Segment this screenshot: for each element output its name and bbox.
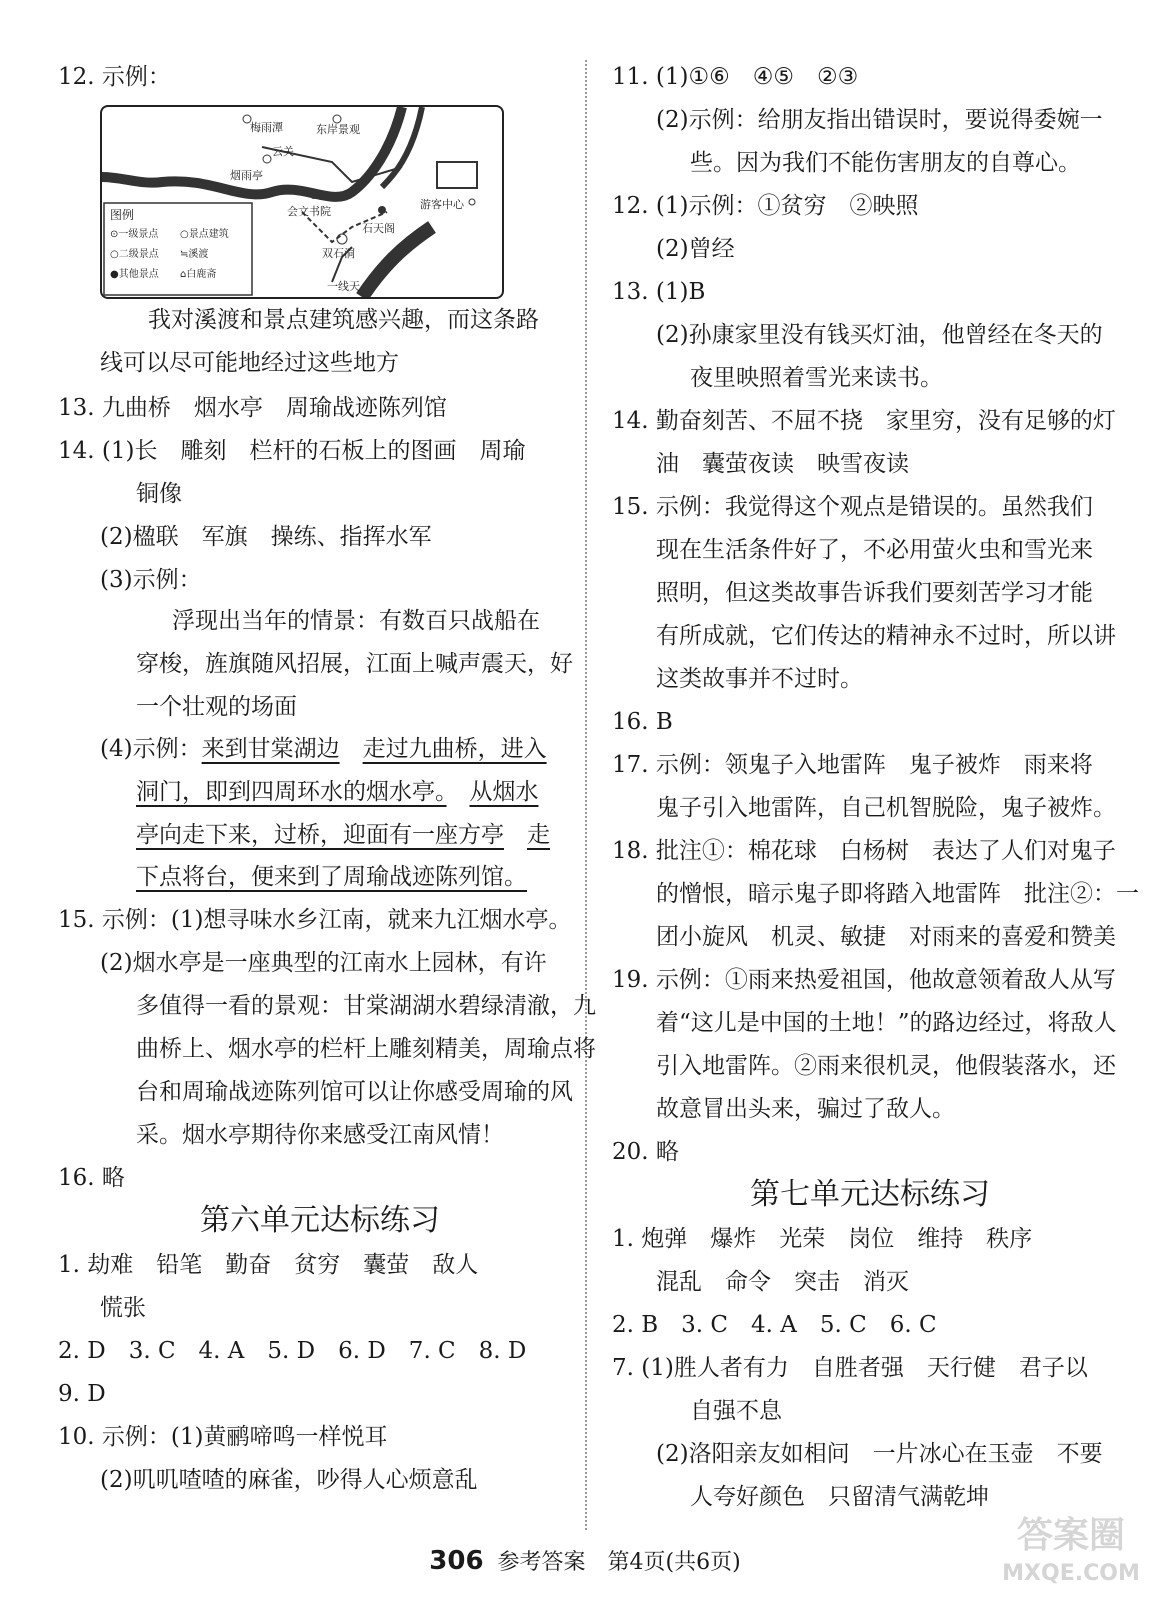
- underlined-answer: 来到甘棠湖边: [201, 736, 340, 762]
- river-lower: [362, 227, 432, 297]
- item-14-right: 14. 勤奋刻苦、不屈不挠 家里穷，没有足够的灯: [612, 408, 1116, 434]
- item-15-left: 15. 示例：(1)想寻味水乡江南，就来九江烟水亭。: [58, 907, 572, 933]
- answer-line: 线可以尽可能地经过这些地方: [100, 350, 399, 376]
- answer-line: 夜里映照着雪光来读书。: [690, 365, 943, 391]
- item-2-6-unit-7: 2. B 3. C 4. A 5. C 6. C: [612, 1312, 937, 1338]
- underlined-answer: 走过九曲桥，进入: [362, 736, 547, 762]
- answer-line: 着“这儿是中国的土地！”的路边经过，将敌人: [656, 1010, 1117, 1036]
- legend-entry-label: 白鹿斋: [186, 269, 217, 280]
- answer-line: (3)示例：: [100, 567, 202, 593]
- item-1-unit-7: 1. 炮弹 爆炸 光荣 岗位 维持 秩序: [612, 1226, 1033, 1252]
- legend-entry-label: 其他景点: [118, 269, 159, 280]
- item-13-left: 13. 九曲桥 烟水亭 周瑜战迹陈列馆: [58, 395, 447, 421]
- answer-line: (2)楹联 军旗 操练、指挥水军: [100, 524, 432, 550]
- item-16-left: 16. 略: [58, 1165, 125, 1191]
- item-16-right: 16. B: [612, 709, 673, 735]
- answer-line: [100, 734, 547, 764]
- answer-line: 台和周瑜战迹陈列馆可以让你感受周瑜的风: [136, 1079, 573, 1105]
- map-label: 石天阁: [362, 222, 395, 235]
- item-12-left: 12. 示例：: [58, 64, 171, 90]
- answer-line: 照明，但这类故事告诉我们要刻苦学习才能: [656, 580, 1093, 606]
- answer-line: 引入地雷阵。②雨来很机灵，他假装落水，还: [656, 1053, 1116, 1079]
- place-marker: [378, 206, 386, 214]
- answer-line: 团小旋风 机灵、敏捷 对雨来的喜爱和赞美: [656, 924, 1116, 950]
- answer-line: 我对溪渡和景点建筑感兴趣，而这条路: [148, 307, 539, 333]
- map-label: 双石洞: [322, 247, 355, 260]
- item-18-right: 18. 批注①：棉花球 白杨树 表达了人们对鬼子: [612, 838, 1116, 864]
- answer-line: (2)曾经: [656, 236, 735, 262]
- answer-line: 些。因为我们不能伤害朋友的自尊心。: [690, 150, 1081, 176]
- answer-line: (2)示例：给朋友指出错误时，要说得委婉一: [656, 107, 1103, 133]
- route-map-drawing: [102, 107, 502, 297]
- answer-line: 现在生活条件好了，不必用萤火虫和雪光来: [656, 537, 1093, 563]
- item-1-unit-6: 1. 劫难 铅笔 勤奋 贫穷 囊萤 敌人: [58, 1252, 479, 1278]
- answer-line: 穿梭，旌旗随风招展，江面上喊声震天，好: [136, 651, 573, 677]
- underlined-answer: 走: [527, 822, 550, 848]
- watermark: [986, 1502, 1156, 1592]
- answer-line: 人夸好颜色 只留清气满乾坤: [690, 1484, 989, 1510]
- answer-line: [136, 862, 527, 892]
- answer-line: (2)洛阳亲友如相问 一片冰心在玉壶 不要: [656, 1441, 1103, 1467]
- legend-entry: ⊙一级景点: [110, 229, 159, 240]
- place-marker: [333, 115, 341, 123]
- place-marker: [263, 155, 271, 163]
- answer-line: 采。烟水亭期待你来感受江南风情！: [136, 1122, 504, 1148]
- answer-line: 浮现出当年的情景：有数百只战船在: [172, 608, 540, 634]
- item-14-left: 14. (1)长 雕刻 栏杆的石板上的图画 周瑜: [58, 438, 526, 464]
- place-marker: [469, 199, 475, 205]
- map-label: 梅雨潭: [250, 121, 283, 134]
- map-label: 一线天: [327, 280, 360, 293]
- answer-line: 有所成就，它们传达的精神永不过时，所以讲: [656, 623, 1116, 649]
- legend-entry-label: 一级景点: [118, 229, 159, 240]
- answer-line: 这类故事并不过时。: [656, 666, 863, 692]
- watermark-logo: [986, 1502, 1156, 1592]
- map-label: 东岸景观: [316, 123, 360, 136]
- legend-entry: ○二级景点: [110, 249, 159, 260]
- item-15-right: 15. 示例：我觉得这个观点是错误的。虽然我们: [612, 494, 1093, 520]
- answer-line: 混乱 命令 突击 消灭: [656, 1269, 909, 1295]
- answer-line: 一个壮观的场面: [136, 694, 297, 720]
- item-7-unit-7: 7. (1)胜人者有力 自胜者强 天行健 君子以: [612, 1355, 1088, 1381]
- item-20-right: 20. 略: [612, 1139, 679, 1165]
- legend-entry-label: 二级景点: [118, 249, 159, 260]
- item-10-unit-6: 10. 示例：(1)黄鹂啼鸣一样悦耳: [58, 1424, 388, 1450]
- answer-line: 的憎恨，暗示鬼子即将踏入地雷阵 批注②：一: [656, 881, 1139, 907]
- column-divider: [585, 60, 587, 1530]
- answer-line: (2)孙康家里没有钱买灯油，他曾经在冬天的: [656, 322, 1103, 348]
- underlined-answer: 亭向走下来，过桥，迎面有一座方亭: [136, 822, 504, 848]
- legend-entry-label: 溪渡: [188, 249, 209, 260]
- place-marker: [337, 234, 347, 244]
- map-label: 游客中心: [420, 198, 464, 211]
- watermark-cn: 答案圈: [1016, 1515, 1126, 1556]
- answer-line: 自强不息: [690, 1398, 782, 1424]
- item-12-right: 12. (1)示例：①贫穷 ②映照: [612, 193, 919, 219]
- underlined-answer: 从烟水: [469, 779, 539, 805]
- answer-line: 鬼子引入地雷阵，自己机智脱险，鬼子被炸。: [656, 795, 1116, 821]
- item-19-right: 19. 示例：①雨来热爱祖国，他故意领着敌人从写: [612, 967, 1116, 993]
- building-icon: [437, 162, 477, 188]
- underlined-answer: 下点将台，便来到了周瑜战迹陈列馆。: [136, 864, 527, 890]
- answer-line: 慌张: [100, 1295, 146, 1321]
- answer-line: 曲桥上、烟水亭的栏杆上雕刻精美，周瑜点将: [136, 1036, 596, 1062]
- answer-text: (4)示例：: [100, 736, 202, 762]
- answer-line: 铜像: [136, 481, 182, 507]
- item-2-8-unit-6: 2. D 3. C 4. A 5. D 6. D 7. C 8. D: [58, 1338, 527, 1364]
- legend-entry: ⌂白鹿斋: [180, 269, 217, 280]
- legend-title: 图例: [110, 208, 135, 222]
- underlined-answer: 洞门，即到四周环水的烟水亭。: [136, 779, 447, 805]
- item-11-right: 11. (1)①⑥ ④⑤ ②③: [612, 64, 859, 90]
- answer-line: 故意冒出头来，骗过了敌人。: [656, 1096, 955, 1122]
- watermark-en: MXQE.COM: [1002, 1561, 1140, 1586]
- page-number: 306: [429, 1546, 484, 1576]
- legend-entry: ○景点建筑: [180, 229, 229, 240]
- map-label: 云关: [272, 145, 294, 158]
- answer-line: (2)叽叽喳喳的麻雀，吵得人心烦意乱: [100, 1467, 478, 1493]
- footer-text: 参考答案 第4页(共6页): [497, 1550, 741, 1575]
- map-label: 会文书院: [287, 205, 331, 218]
- legend-entry: ●其他景点: [110, 269, 159, 280]
- legend-entry: ≒溪渡: [180, 249, 209, 260]
- answer-line: (2)烟水亭是一座典型的江南水上园林，有许: [100, 950, 547, 976]
- item-9-unit-6: 9. D: [58, 1381, 106, 1407]
- item-17-right: 17. 示例：领鬼子入地雷阵 鬼子被炸 雨来将: [612, 752, 1093, 778]
- section-heading-unit-7: 第七单元达标练习: [750, 1177, 990, 1212]
- answer-line: [136, 777, 539, 807]
- section-heading-unit-6: 第六单元达标练习: [200, 1203, 440, 1238]
- answer-line: 多值得一看的景观：甘棠湖湖水碧绿清澈，九: [136, 993, 596, 1019]
- answer-line: [136, 820, 550, 850]
- map-label: 烟雨亭: [230, 169, 263, 182]
- legend-entry-label: 景点建筑: [188, 229, 229, 240]
- answer-line: 油 囊萤夜读 映雪夜读: [656, 451, 909, 477]
- item-13-right: 13. (1)B: [612, 279, 706, 305]
- route-map: [100, 105, 504, 299]
- place-marker: [310, 191, 318, 199]
